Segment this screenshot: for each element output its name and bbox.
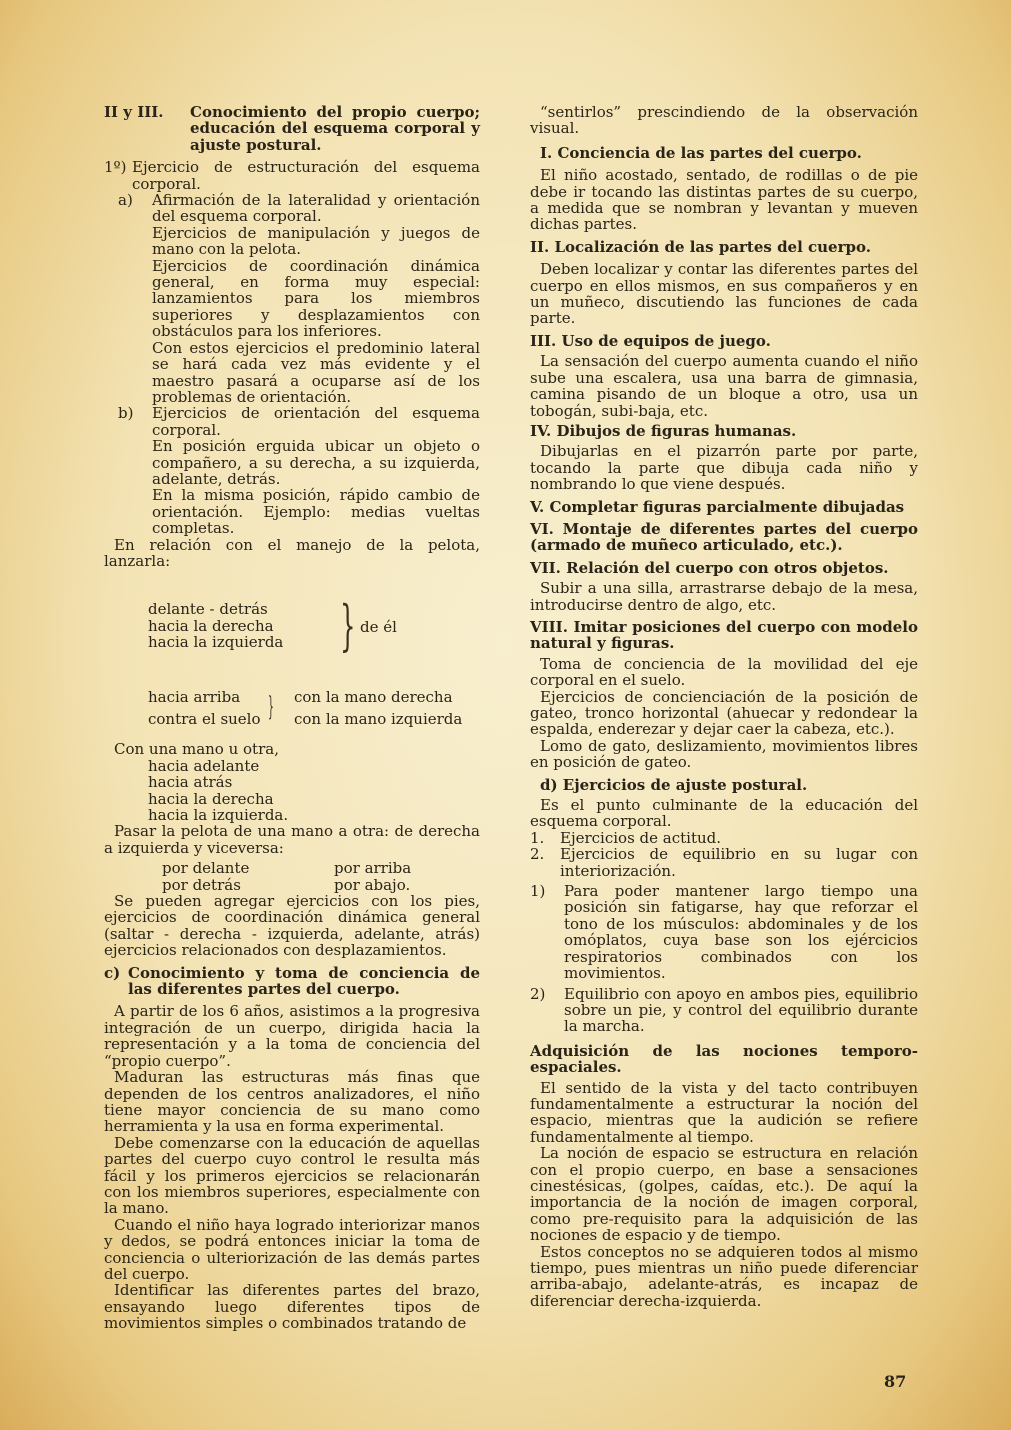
subsection-heading: VI. Montaje de diferentes partes del cuerpo (armado de muñeco articulado, etc.). [530, 519, 918, 555]
paragraph: El niño acostado, sentado, de rodillas o de pie debe ir tocando las distintas partes de su cuerpo, a medida que se nombran y levantan y mueven dichas partes. [530, 166, 918, 234]
sub-a-label: a) [118, 191, 133, 210]
paragraph: El sentido de la vista y del tacto contribuyen fundamentalmente a estructurar la noción del espacio, mientras que la audición se refiere fundamentalmente al tiempo. [530, 1078, 918, 1146]
paragraph: Pasar la pelota de una mano a otra: de derecha a izquierda y viceversa: [104, 822, 480, 857]
subsection-heading: VII. Relación del cuerpo con otros objetos. [530, 558, 889, 577]
pair-row [104, 877, 480, 893]
item-number: 2) [530, 984, 546, 1003]
paragraph: Deben localizar y contar las diferentes partes del cuerpo en ellos mismos, en sus compañeros y en un muñeco, discutiendo las funciones de cada parte. [530, 260, 918, 328]
brace-label: de él [360, 618, 397, 637]
right-column [530, 104, 918, 1309]
sub-b-text: Ejercicios de orientación del esquema corporal. [152, 404, 480, 439]
brace-symbol: } [340, 594, 356, 658]
subsection-heading: V. Completar figuras parcialmente dibujadas [530, 497, 905, 516]
list-item: hacia la izquierda. [148, 806, 289, 824]
sub-a [104, 192, 480, 405]
numbered-item [530, 830, 918, 846]
section-title: Conocimiento del propio cuerpo; educación del esquema corporal y ajuste postural. [190, 103, 480, 154]
pair-item: por delante [162, 859, 250, 878]
section-heading [104, 104, 480, 153]
item-1-label: 1º) [104, 158, 127, 177]
sub-c-title: Conocimiento y toma de conciencia de las diferentes partes del cuerpo. [128, 963, 480, 999]
brace-symbol: } [268, 692, 274, 723]
subsection-heading: IV. Dibujos de figuras humanas. [530, 421, 797, 440]
item-text: Ejercicios de actitud. [560, 828, 722, 847]
sub-a-text: Afirmación de la lateralidad y orientación del esquema corporal. [152, 191, 480, 226]
paragraph: “sentirlos” prescindiendo de la observación visual. [530, 103, 918, 138]
paragraph: Ejercicios de manipulación y juegos de mano con la pelota. [152, 223, 480, 259]
pair-row [104, 860, 480, 876]
direction-list [104, 758, 480, 824]
paragraph: Ejercicios de concienciación de la posición de gateo, tronco horizontal (ahuecar y redondear la espalda, enderezar y dejar caer la cabeza, etc.). [530, 687, 918, 739]
direction-line: hacia la derecha [148, 616, 274, 635]
item-number: 1. [530, 828, 545, 847]
paragraph: Se pueden agregar ejercicios con los pies, ejercicios de coordinación dinámica general (saltar - derecha - izquierda, adelante, atrás) ejercicios relacionados con desplazamientos. [104, 892, 480, 960]
paragraph: Debe comenzarse con la educación de aquellas partes del cuerpo cuyo control le resulta más fácil y los primeros ejercicios se relacionarán con los miembros superiores, especialmente con la mano. [104, 1133, 480, 1218]
paragraph: Con una mano u otra, [114, 740, 279, 759]
numbered-item [530, 846, 918, 879]
sub-b-label: b) [118, 404, 134, 423]
item-number: 1) [530, 882, 546, 901]
pair-item: por abajo. [334, 875, 411, 894]
paragraph: Es el punto culminante de la educación del esquema corporal. [530, 796, 918, 831]
paragraph: Ejercicios de coordinación dinámica general, en forma muy especial: lanzamientos para los miembros superiores y desplazamientos con obstáculos para los inferiores. [152, 256, 480, 341]
paragraph: Identificar las diferentes partes del brazo, ensayando luego diferentes tipos de movimientos simples o combinados tratando de [104, 1281, 480, 1333]
subsection-heading: d) Ejercicios de ajuste postural. [540, 775, 808, 794]
numbered-item [530, 986, 918, 1035]
section-number: II y III. [104, 103, 164, 121]
subsection-heading: I. Conciencia de las partes del cuerpo. [540, 143, 862, 162]
paragraph: En la misma posición, rápido cambio de orientación. Ejemplo: medias vueltas completas. [152, 486, 480, 538]
direction-group [104, 589, 480, 667]
paragraph: Estos conceptos no se adquieren todos al mismo tiempo, pues mientras un niño puede diferenciar arriba-abajo, adelante-atrás, es incapaz de diferenciar derecha-izquierda. [530, 1242, 918, 1310]
pair-item: por arriba [334, 859, 412, 878]
item-text: Para poder mantener largo tiempo una posición sin fatigarse, hay que reforzar el tono de los músculos: abdominales y de los omóplatos, cuya base son los ejércicios respiratorios combinados con los movimientos. [564, 882, 918, 983]
sub-b [104, 405, 480, 536]
item-1-text: Ejercicio de estructuración del esquema corporal. [132, 158, 480, 193]
direction-line: delante - detrás [148, 600, 268, 619]
hand-direction-group [104, 689, 480, 733]
direction-line: contra el suelo [148, 710, 261, 729]
paragraph: En posición erguida ubicar un objeto o compañero, a su derecha, a su izquierda, adelante, detrás. [152, 437, 480, 488]
list-item: hacia atrás [148, 773, 233, 792]
paragraph: Subir a una silla, arrastrarse debajo de la mesa, introducirse dentro de algo, etc. [530, 579, 918, 614]
item-1 [104, 159, 480, 192]
list-item: hacia la derecha [148, 789, 274, 808]
paragraph: Toma de conciencia de la movilidad del eje corporal en el suelo. [530, 654, 918, 690]
direction-line: hacia arriba [148, 688, 241, 707]
item-number: 2. [530, 845, 545, 864]
paragraph: A partir de los 6 años, asistimos a la progresiva integración de un cuerpo, dirigida hacia la representación y a la toma de conciencia del “propio cuerpo”. [104, 1002, 480, 1070]
pair-item: por detrás [162, 875, 241, 894]
subsection-heading: VIII. Imitar posiciones del cuerpo con modelo natural y figuras. [530, 617, 918, 653]
paragraph: La noción de espacio se estructura en relación con el propio cuerpo, en base a sensaciones cinestésicas, (golpes, caídas, etc.). De aquí la importancia de la noción de imagen corporal, como pre-requisito para la adquisición de las nociones de espacio y de tiempo. [530, 1144, 918, 1245]
paragraph: Con estos ejercicios el predominio lateral se hará cada vez más evidente y el maestro pasará a ocuparse así de los problemas de orientación. [152, 338, 480, 406]
item-text: Ejercicios de equilibrio en su lugar con interiorización. [560, 845, 918, 880]
paragraph: Lomo de gato, deslizamiento, movimientos libres en posición de gateo. [530, 736, 918, 772]
paragraph: En relación con el manejo de la pelota, lanzarla: [104, 535, 480, 570]
page-number: 87 [884, 1372, 907, 1391]
paragraph: Dibujarlas en el pizarrón parte por parte, tocando la parte que dibuja cada niño y nombrando lo que viene después. [530, 442, 918, 494]
hand-line: con la mano izquierda [294, 710, 463, 729]
sub-c-label: c) [104, 963, 121, 982]
paragraph: La sensación del cuerpo aumenta cuando el niño sube una escalera, usa una barra de gimnasia, camina pisando de un bloque a otro, usa un tobogán, subi-baja, etc. [530, 352, 918, 420]
paragraph: Maduran las estructuras más finas que dependen de los centros analizadores, el niño tiene mayor conciencia de su mano como herramienta y la usa en forma experimental. [104, 1068, 480, 1136]
subsection-heading: Adquisición de las nociones temporo-espaciales. [530, 1041, 918, 1077]
sub-c-heading [104, 965, 480, 998]
direction-line: hacia la izquierda [148, 633, 284, 652]
numbered-item [530, 883, 918, 981]
left-column [104, 104, 480, 1332]
subsection-heading: III. Uso de equipos de juego. [530, 331, 771, 350]
item-text: Equilibrio con apoyo en ambos pies, equilibrio sobre un pie, y control del equilibrio durante la marcha. [564, 984, 918, 1036]
list-item: hacia adelante [148, 756, 260, 775]
paragraph: Cuando el niño haya logrado interiorizar manos y dedos, se podrá entonces iniciar la toma de conciencia o ulteriorización de las demás partes del cuerpo. [104, 1215, 480, 1283]
hand-line: con la mano derecha [294, 688, 453, 707]
subsection-heading: II. Localización de las partes del cuerpo. [530, 237, 871, 256]
